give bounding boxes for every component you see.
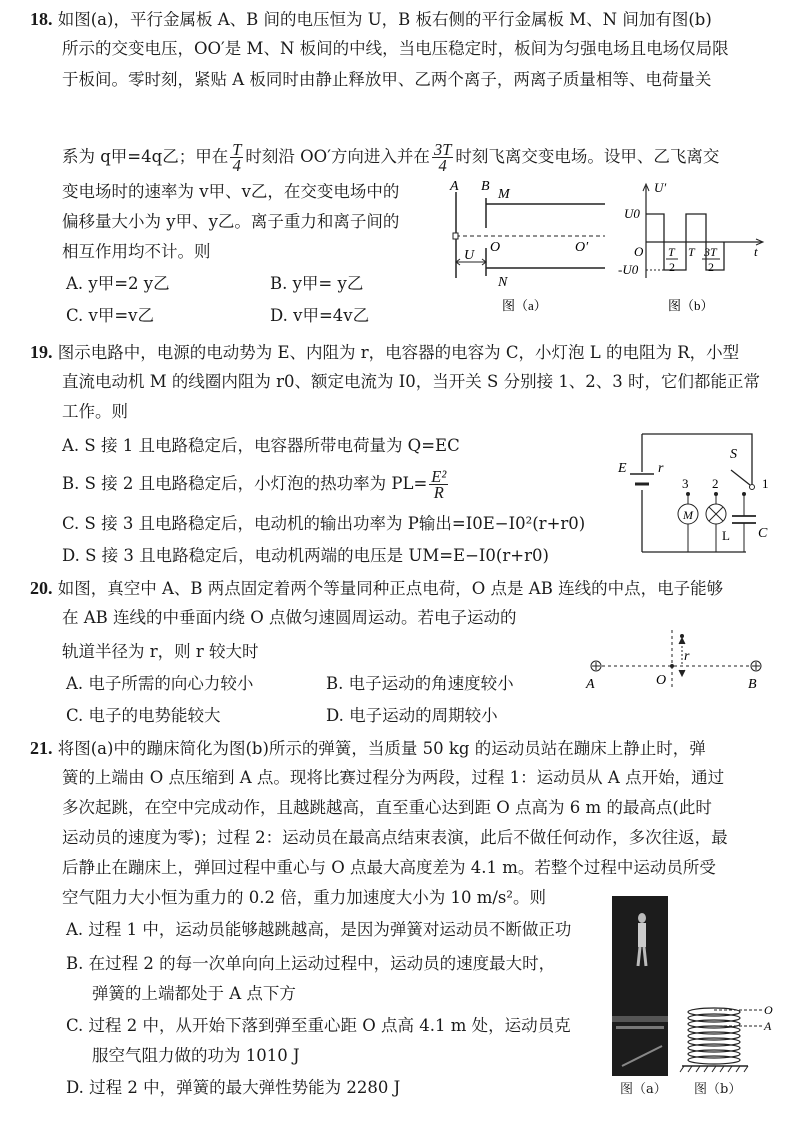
- switch-blade: [731, 470, 750, 485]
- q20-option-b: B. 电子运动的角速度较小: [326, 674, 514, 693]
- q21-line-2: 簧的上端由 O 点压缩到 A 点。现将比赛过程分为两段，过程 1：运动员从 A 点开始，通过: [62, 768, 725, 787]
- label-a: A: [764, 1019, 772, 1033]
- q21-option-c-2: 服空气阻力做的功为 1010 J: [92, 1046, 300, 1065]
- label-e: E: [618, 461, 627, 476]
- q20-figure: [584, 622, 774, 698]
- q18-figure-a: [440, 178, 610, 318]
- label-l: L: [722, 528, 730, 543]
- q18-text-1: 如图(a)，平行金属板 A、B 间的电压恒为 U，B 板右侧的平行金属板 M、N 间加有图(b): [57, 10, 712, 29]
- q21-option-b-1: B. 在过程 2 的每一次单向向上运动过程中，运动员的速度最大时，: [66, 954, 556, 973]
- athlete-head: [638, 913, 646, 923]
- label-u-prime: U′: [654, 180, 667, 195]
- q19-line-2: 直流电动机 M 的线圈内阻为 r0、额定电流为 I0，当开关 S 分别接 1、2、3 时，它们都能正常: [62, 372, 761, 391]
- q21-line-3: 多次起跳，在空中完成动作，且越跳越高，直至重心达到距 O 点高为 6 m 的最高点(此时: [62, 798, 712, 817]
- label-o-prime: O′: [575, 240, 589, 255]
- q19-line-1: [30, 342, 739, 363]
- label-a: A: [450, 179, 459, 194]
- tick-t-half-num: T: [668, 245, 675, 259]
- label-neg-u0: -U0: [618, 262, 639, 277]
- switch-pivot: [750, 485, 755, 490]
- q19-text-1: 图示电路中，电源的电动势为 E、内阻为 r，电容器的电容为 C，小灯泡 L 的电阻为 R，小型: [57, 343, 740, 362]
- q18-line-1: [30, 9, 712, 30]
- q18-line-7: 相互作用均不计。则: [62, 242, 211, 261]
- q18-line-5: 变电场时的速率为 v甲、v乙，在交变电场中的: [62, 182, 400, 201]
- label-3: 3: [682, 476, 689, 491]
- athlete-body: [638, 923, 646, 947]
- q21-spring-figure: [676, 998, 776, 1078]
- q18-text-4c: 时刻飞离交变电场。设甲、乙飞离交: [455, 147, 720, 166]
- q19-option-b: B. S 接 2 且电路稳定后，小灯泡的热功率为 PL= $\frac{\text{E²}}{R}$: [62, 467, 447, 502]
- q21-line-4: 运动员的速度为零)；过程 2：运动员在最高点结束表演，此后不做任何动作，多次往返，最: [62, 828, 728, 847]
- label-o: O: [490, 240, 501, 255]
- q21-option-b-2: 弹簧的上端都处于 A 点下方: [92, 984, 296, 1003]
- label-origin: O: [634, 244, 644, 259]
- q18-option-b: B. y甲= y乙: [270, 274, 364, 293]
- q20-option-a: A. 电子所需的向心力较小: [66, 674, 254, 693]
- label-2: 2: [712, 476, 719, 491]
- spring-coils: [688, 1008, 740, 1064]
- label-r: r: [684, 649, 690, 664]
- label-s: S: [730, 447, 737, 462]
- q21-text-1: 将图(a)中的蹦床简化为图(b)所示的弹簧，当质量 50 kg 的运动员站在蹦床上静止时，弹: [57, 739, 706, 758]
- q20-option-c: C. 电子的电势能较大: [66, 706, 221, 725]
- q21-line-5: 后静止在蹦床上，弹回过程中重心与 O 点最大高度差为 4.1 m。若整个过程中运动员所受: [62, 858, 716, 877]
- label-u0: U0: [624, 206, 640, 221]
- q18-line-2: 所示的交变电压，OO′是 M、N 板间的中线，当电压稳定时，板间为匀强电场且电场仅局限: [62, 39, 729, 58]
- label-m: M: [683, 508, 693, 522]
- q20-option-d: D. 电子运动的周期较小: [326, 706, 498, 725]
- tick-3t-half-den: 2: [708, 260, 714, 274]
- q18-line-6: 偏移量大小为 y甲、y乙。离子重力和离子间的: [62, 212, 400, 231]
- q20-number: 20.: [30, 578, 53, 598]
- label-a: A: [586, 677, 595, 692]
- q18-option-d: D. v甲=4v乙: [270, 306, 370, 325]
- q21-option-d: D. 过程 2 中，弹簧的最大弹性势能为 2280 J: [66, 1078, 401, 1097]
- q18-text-4a: 系为 q甲=4q乙；甲在: [62, 147, 229, 166]
- q18-option-c: C. v甲=v乙: [66, 306, 154, 325]
- q19-option-d: D. S 接 3 且电路稳定后，电动机两端的电压是 UM=E−I0(r+r0): [62, 546, 549, 565]
- q19-option-a: A. S 接 1 且电路稳定后，电容器所带电荷量为 Q=EC: [62, 436, 460, 455]
- q21-caption-b: 图（b）: [694, 1082, 742, 1097]
- ion-source: [453, 233, 458, 239]
- tick-t-half-den: 2: [669, 260, 675, 274]
- q20-text-1: 如图，真空中 A、B 两点固定着两个等量同种正点电荷，O 点是 AB 连线的中点，电子能够: [57, 579, 724, 598]
- label-c: C: [758, 526, 768, 541]
- caption-b: 图（b）: [668, 298, 714, 313]
- q18-line-4: [62, 140, 719, 176]
- label-n: N: [498, 275, 508, 290]
- q21-option-c-1: C. 过程 2 中，从开始下落到弹至重心距 O 点高 4.1 m 处，运动员克: [66, 1016, 571, 1035]
- label-t: t: [754, 244, 758, 259]
- q18-number: 18.: [30, 9, 53, 29]
- q21-option-a: A. 过程 1 中，运动员能够越跳越高，是因为弹簧对运动员不断做正功: [66, 920, 572, 939]
- label-o: O: [656, 673, 667, 688]
- q20-line-2: 在 AB 连线的中垂面内绕 O 点做匀速圆周运动。若电子运动的: [62, 608, 517, 627]
- q19-line-3: 工作。则: [62, 402, 128, 421]
- q20-line-3: 轨道半径为 r，则 r 较大时: [62, 642, 259, 661]
- q18-option-a: A. y甲=2 y乙: [66, 274, 170, 293]
- point-o: [670, 664, 674, 668]
- label-m: M: [498, 187, 510, 202]
- q21-number: 21.: [30, 738, 53, 758]
- label-u: U: [464, 248, 475, 263]
- label-r: r: [658, 461, 664, 476]
- q19-option-c: C. S 接 3 且电路稳定后，电动机的输出功率为 P输出=I0E−I0²(r+r0): [62, 514, 586, 533]
- q18-figure-b: [616, 178, 766, 318]
- label-1: 1: [762, 476, 769, 491]
- label-b: B: [748, 677, 757, 692]
- q21-caption-a: 图（a）: [620, 1082, 667, 1097]
- trampoline-photo: [612, 896, 668, 1076]
- q21-line-1: [30, 738, 706, 759]
- q18-fraction-3t4: $\frac{3T}{4}$: [433, 140, 452, 175]
- trampoline-frame: [612, 1016, 668, 1022]
- q18-line-3: 于板间。零时刻，紧贴 A 板同时由静止释放甲、乙两个离子，两离子质量相等、电荷量关: [62, 70, 712, 89]
- q19-number: 19.: [30, 342, 53, 362]
- label-o: O: [764, 1003, 773, 1017]
- caption-a: 图（a）: [502, 298, 547, 313]
- q19-circuit-figure: [616, 424, 776, 562]
- q18-text-4b: 时刻沿 OO′方向进入并在: [245, 147, 430, 166]
- tick-t: T: [688, 245, 695, 259]
- label-b: B: [481, 179, 490, 194]
- q18-fraction-t4: $\frac{T}{4}$: [232, 140, 242, 175]
- tick-3t-half-num: 3T: [704, 245, 717, 259]
- q20-line-1: [30, 578, 723, 599]
- q21-line-6: 空气阻力大小恒为重力的 0.2 倍，重力加速度大小为 10 m/s²。则: [62, 888, 547, 907]
